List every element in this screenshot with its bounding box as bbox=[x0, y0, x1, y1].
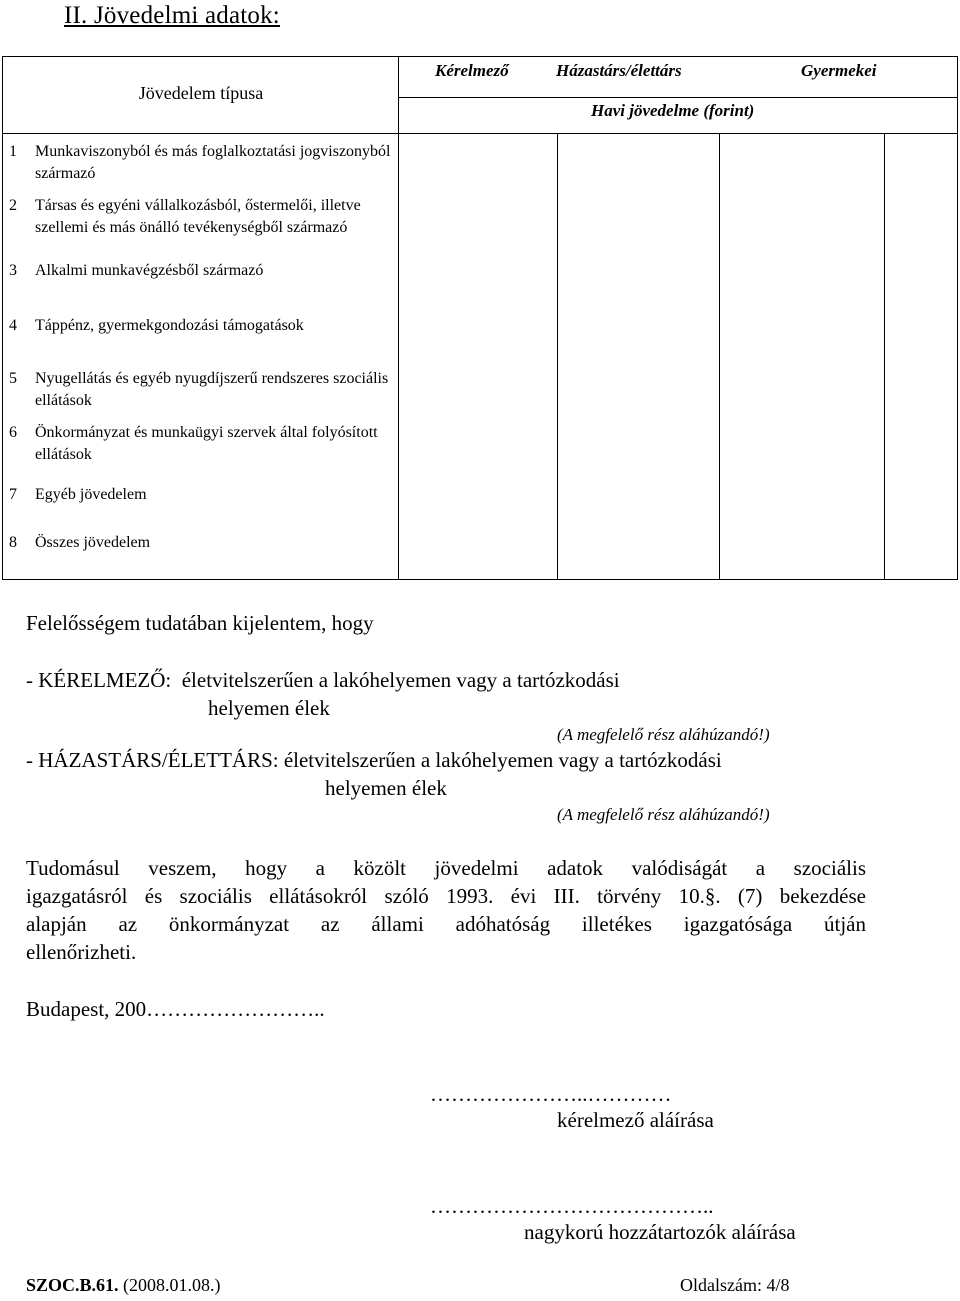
form-code: SZOC.B.61. bbox=[26, 1275, 119, 1295]
form-date: (2008.01.08.) bbox=[118, 1275, 221, 1295]
declaration-intro: Felelősségem tudatában kijelentem, hogy bbox=[26, 611, 374, 635]
place-date: Budapest, 200…………………….. bbox=[26, 997, 325, 1021]
table-divider bbox=[398, 57, 399, 579]
signature-line: ………………………………….. bbox=[430, 1194, 714, 1218]
notice-line: Tudomásul veszem, hogy a közölt jövedelmi adatok valódiságát a szociális bbox=[26, 856, 866, 880]
notice-line: ellenőrizheti. bbox=[26, 940, 137, 964]
row-number: 4 bbox=[9, 317, 17, 334]
page-number: Oldalszám: 4/8 bbox=[680, 1275, 790, 1295]
table-divider bbox=[398, 97, 957, 98]
notice-line: alapján az önkormányzat az állami adóhatóság illetékes igazgatósága útján bbox=[26, 912, 866, 936]
table-divider bbox=[884, 133, 885, 579]
row-label: Egyéb jövedelem bbox=[35, 486, 147, 503]
row-number: 5 bbox=[9, 370, 17, 387]
row-label: Táppénz, gyermekgondozási támogatások bbox=[35, 317, 304, 334]
underline-note: (A megfelelő rész aláhúzandó!) bbox=[557, 725, 770, 744]
row-number: 7 bbox=[9, 486, 17, 503]
applicant-declaration-cont: helyemen élek bbox=[208, 696, 330, 720]
spouse-header: Házastárs/élettárs bbox=[556, 61, 682, 80]
spouse-declaration-cont: helyemen élek bbox=[325, 776, 447, 800]
notice-line: igazgatásról és szociális ellátásokról szóló 1993. évi III. törvény 10.§. (7) bekezdése bbox=[26, 884, 866, 908]
row-label: Önkormányzat és munkaügyi szervek által folyósított ellátások bbox=[35, 424, 378, 463]
row-label: Munkaviszonyból és más foglalkoztatási jogviszonyból származó bbox=[35, 143, 391, 182]
table-divider bbox=[557, 133, 558, 579]
row-label: Összes jövedelem bbox=[35, 534, 151, 551]
table-divider bbox=[3, 133, 957, 134]
section-title: II. Jövedelmi adatok: bbox=[64, 2, 280, 29]
document-code bbox=[26, 1275, 221, 1296]
signature-line: …………………..………… bbox=[430, 1082, 672, 1106]
row-number: 2 bbox=[9, 197, 17, 214]
income-table bbox=[2, 56, 958, 580]
relatives-signature-label: nagykorú hozzátartozók aláírása bbox=[524, 1220, 796, 1244]
applicant-header: Kérelmező bbox=[435, 61, 509, 80]
row-label: Alkalmi munkavégzésből származó bbox=[35, 262, 264, 279]
income-type-header: Jövedelem típusa bbox=[138, 83, 264, 103]
underline-note: (A megfelelő rész aláhúzandó!) bbox=[557, 805, 770, 824]
applicant-declaration: - KÉRELMEZŐ: életvitelszerűen a lakóhelyemen vagy a tartózkodási bbox=[26, 668, 620, 692]
row-number: 3 bbox=[9, 262, 17, 279]
row-number: 6 bbox=[9, 424, 17, 441]
monthly-income-header: Havi jövedelme (forint) bbox=[591, 101, 755, 120]
table-divider bbox=[719, 133, 720, 579]
children-header: Gyermekei bbox=[801, 61, 877, 80]
applicant-signature-label: kérelmező aláírása bbox=[557, 1108, 714, 1132]
spouse-declaration: - HÁZASTÁRS/ÉLETTÁRS: életvitelszerűen a lakóhelyemen vagy a tartózkodási bbox=[26, 748, 722, 772]
row-number: 8 bbox=[9, 534, 17, 551]
row-label: Társas és egyéni vállalkozásból, őstermelői, illetve szellemi és más önálló tevékenységből származó bbox=[35, 197, 361, 236]
row-label: Nyugellátás és egyéb nyugdíjszerű rendszeres szociális ellátások bbox=[35, 370, 389, 409]
row-number: 1 bbox=[9, 143, 17, 160]
